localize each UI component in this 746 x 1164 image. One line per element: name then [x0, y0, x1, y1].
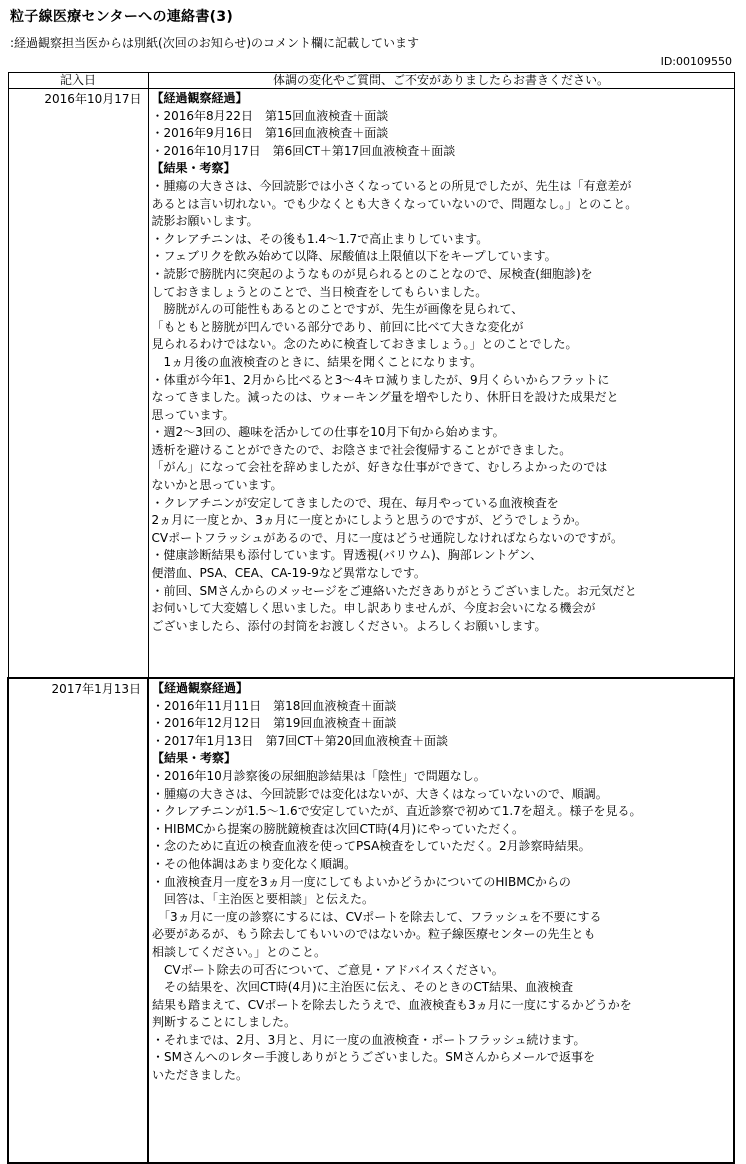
table-row [8, 89, 734, 679]
note-line: ・クレアチニンは、その後も1.4～1.7で高止まりしています。 [151, 231, 489, 246]
note-line: ・2016年10月診察後の尿細胞診結果は「陰性」で問題なし。 [152, 768, 486, 783]
note-line: ・クレアチニンが1.5～1.6で安定していたが、直近診察で初めて1.7を超え。様子を見る。 [152, 804, 642, 819]
note-line: ・2016年10月17日 第6回CT＋第17回血液検査＋面談 [151, 143, 456, 158]
note-line: 透析を避けることができたので、お陰さまで社会復帰することができました。 [151, 442, 572, 457]
entry-date: 2017年1月13日 [8, 678, 148, 1163]
note-line: 「3ヵ月に一度の診察にするには、CVポートを除去して、フラッシュを不要にする [152, 909, 602, 924]
note-line: 回答は、「主治医と要相談」と伝えた。 [152, 892, 375, 907]
date-column-header: 記入日 [8, 73, 148, 89]
note-line: 読影お願いします。 [151, 214, 259, 229]
section-heading: 【結果・考察】 [151, 161, 236, 176]
note-line: ・腫瘍の大きさは、今回読影では変化はないが、大きくはなっていないので、順調。 [152, 786, 608, 801]
note-line: ・読影で膀胱内に突起のようなものが見られるとのことなので、尿検査(細胞診)を [151, 266, 593, 281]
table-row [8, 678, 734, 1163]
note-line: しておきましょうとのことで、当日検査をしてもらいました。 [151, 284, 488, 299]
note-line: ございましたら、添付の封筒をお渡しください。よろしくお願いします。 [151, 618, 547, 633]
document-id: ID:00109550 [660, 55, 732, 68]
note-line: ・腫瘍の大きさは、今回読影では小さくなっているとの所見でしたが、先生は「有意差が [151, 178, 632, 193]
entry-date: 2016年10月17日 [8, 89, 148, 679]
note-line: 便潜血、PSA、CEA、CA-19-9など異常なしです。 [151, 566, 426, 581]
note-line: あるとは言い切れない。でも少なくとも大きくなっていないので、問題なし。」とのこと。 [151, 196, 638, 211]
table-header-row [8, 73, 734, 89]
note-line: ・前回、SMさんからのメッセージをご連絡いただきありがとうございました。お元気だと [151, 583, 637, 598]
note-line: ・クレアチニンが安定してきましたので、現在、毎月やっている血液検査を [151, 495, 559, 510]
note-line: 「がん」になって会社を辞めましたが、好きな仕事ができて、むしろよかったのでは [151, 460, 608, 475]
note-line: その結果を、次回CT時(4月)に主治医に伝え、そのときのCT結果、血液検査 [152, 980, 574, 995]
note-line: ・健康診断結果も添付しています。胃透視(バリウム)、胸部レントゲン、 [151, 548, 543, 563]
note-line: 「もともと膀胱が凹んでいる部分であり、前回に比べて大きな変化が [151, 319, 524, 334]
note-line: ・念のために直近の検査血液を使ってPSA検査をしていただく。2月診察時結果。 [152, 839, 591, 854]
note-line: ・2016年9月16日 第16回血液検査＋面談 [151, 126, 389, 141]
note-line: ないかと思っています。 [151, 478, 283, 493]
note-line: ・フェブリクを飲み始めて以降、尿酸値は上限値以下をキープしています。 [151, 249, 557, 264]
note-line: ・2016年8月22日 第15回血液検査＋面談 [151, 108, 389, 123]
section-heading: 【経過観察経過】 [152, 681, 249, 695]
note-line: 思っています。 [151, 407, 235, 422]
section-heading: 【結果・考察】 [152, 751, 237, 766]
note-line: CVポートフラッシュがあるので、月に一度はどうせ通院しなければならないのですが。 [151, 530, 624, 545]
entry-notes [148, 678, 734, 1163]
note-line: 2ヵ月に一度とか、3ヵ月に一度とかにしようと思うのですが、どうでしょうか。 [151, 513, 587, 528]
note-line: いただきました。 [152, 1068, 249, 1083]
note-line: 見られるわけではない。念のために検査しておきましょう。」とのことでした。 [151, 337, 578, 352]
note-line: CVポート除去の可否について、ご意見・アドバイスください。 [152, 962, 504, 977]
note-line: ・2016年12月12日 第19回血液検査＋面談 [152, 716, 397, 731]
note-line: ・その他体調はあまり変化なく順調。 [152, 856, 357, 871]
note-line: 膀胱がんの可能性もあるとのことですが、先生が画像を見られて、 [151, 302, 524, 317]
document-subtitle: :経過観察担当医からは別紙(次回のお知らせ)のコメント欄に記載しています [10, 36, 420, 50]
note-line: ・2016年11月11日 第18回血液検査＋面談 [152, 698, 397, 713]
note-line: 結果も踏まえて、CVポートを除去したうえで、血液検査も3ヵ月に一度にするかどうかを [152, 997, 632, 1012]
document-title: 粒子線医療センターへの連絡書(3) [10, 9, 234, 25]
contact-log-table [7, 72, 735, 1164]
note-line: 相談してください。」とのこと。 [152, 944, 327, 959]
note-line: ・週2～3回の、趣味を活かしての仕事を10月下旬から始めます。 [151, 425, 505, 440]
note-line: なってきました。減ったのは、ウォーキング量を増やしたり、休肝日を設けた成果だと [151, 390, 619, 405]
note-line: ・体重が今年1、2月から比べると3～4キロ減りましたが、9月くらいからフラットに [151, 372, 610, 387]
note-line: 判断することにしました。 [152, 1015, 297, 1030]
note-line: ・SMさんへのレター手渡しありがとうございました。SMさんからメールで返事を [152, 1050, 595, 1065]
note-line: ・HIBMCから提案の膀胱鏡検査は次回CT時(4月)にやっていただく。 [152, 821, 524, 836]
notes-column-header: 体調の変化やご質問、ご不安がありましたらお書きください。 [148, 73, 734, 89]
note-line: ・2017年1月13日 第7回CT＋第20回血液検査＋面談 [152, 733, 449, 748]
section-heading: 【経過観察経過】 [151, 91, 248, 105]
note-line: 1ヵ月後の血液検査のときに、結果を聞くことになります。 [151, 354, 483, 369]
note-line: お伺いして大変嬉しく思いました。申し訳ありませんが、今度お会いになる機会が [151, 601, 596, 616]
note-line: 必要があるが、もう除去してもいいのではないか。粒子線医療センターの先生とも [152, 927, 596, 942]
entry-notes [148, 89, 734, 679]
note-line: ・それまでは、2月、3月と、月に一度の血液検査・ポートフラッシュ続けます。 [152, 1032, 586, 1047]
note-line: ・血液検査月一度を3ヵ月一度にしてもよいかどうかについてのHIBMCからの [152, 874, 571, 889]
